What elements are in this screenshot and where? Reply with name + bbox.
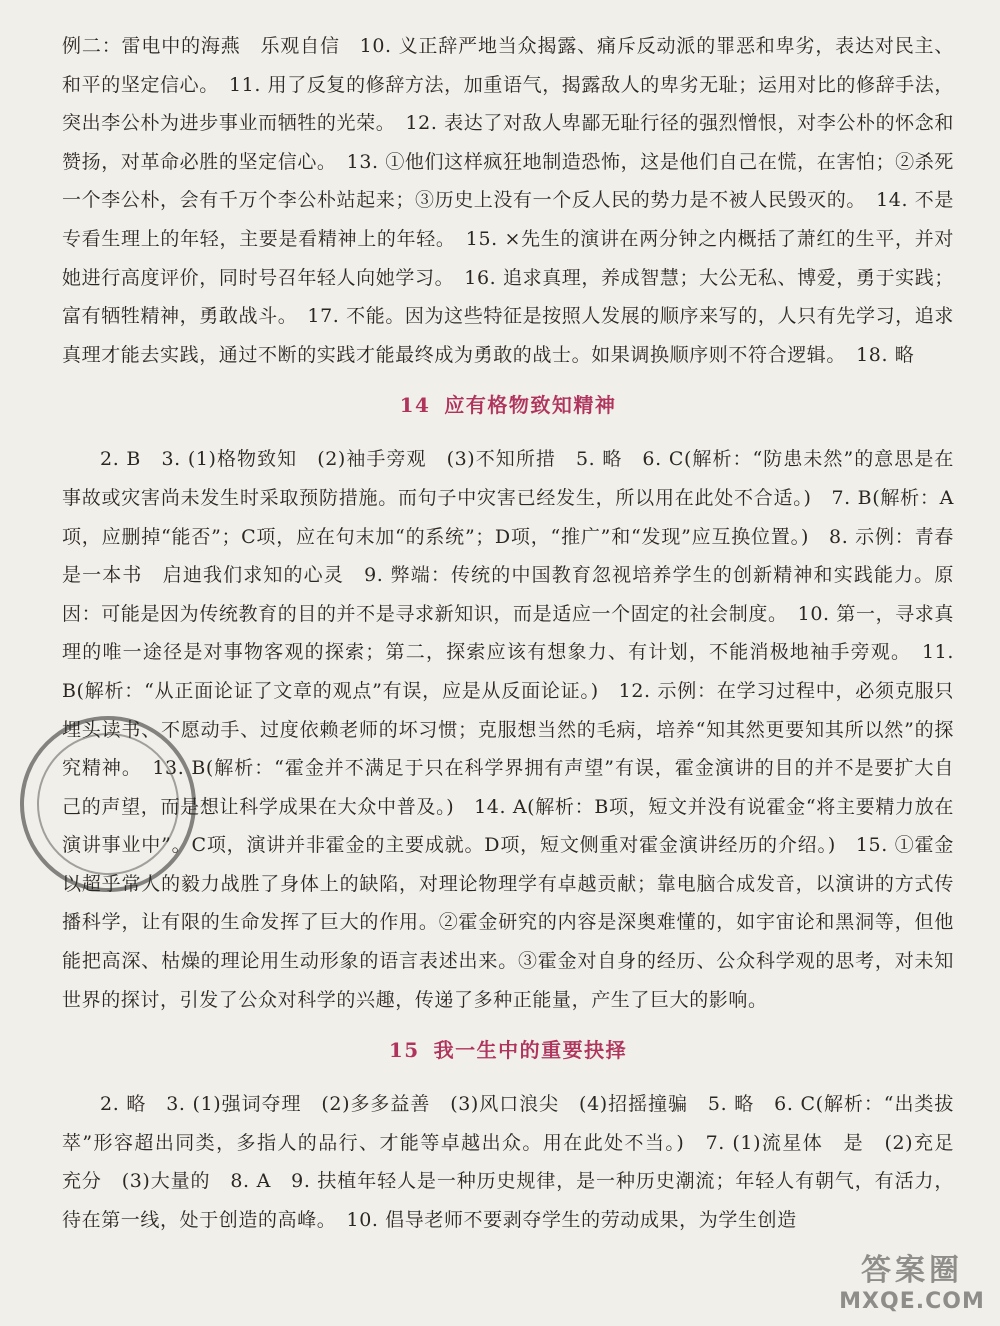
section-15-answers: 2. 略 3. (1)强词夺理 (2)多多益善 (3)风口浪尖 (4)招摇撞骗 5. 略 6. C(解析：“出类拔萃”形容超出同类，多指人的品行、才能等卓越出众。用在此处不当。) 7. (1)流星体 是 (2)充足 充分 (3)大量的 8. A 9. 扶植年轻人是一种历史规律，是一种历史潮流；年轻人有朝气，有活力，待在第一线，处于创造的高峰。 10. 倡导老师不要剥夺学生的劳动成果，为学生创造 bbox=[62, 1093, 974, 1232]
answer-page bbox=[62, 0, 974, 1240]
watermark-en: MXQE.COM bbox=[839, 1288, 985, 1314]
section-14-number: 14 bbox=[399, 393, 431, 418]
section-14-heading bbox=[62, 386, 954, 424]
section-15-title: 我一生中的重要抉择 bbox=[433, 1038, 628, 1063]
watermark-cn: 答案圈 bbox=[861, 1252, 963, 1288]
section-14-title: 应有格物致知精神 bbox=[444, 393, 617, 418]
section-15-heading bbox=[62, 1031, 954, 1069]
mxqe-watermark-logo bbox=[832, 1240, 992, 1318]
section-15-number: 15 bbox=[388, 1038, 420, 1063]
intro-paragraph: 例二：雷电中的海燕 乐观自信 10. 义正辞严地当众揭露、痛斥反动派的罪恶和卑劣，表达对民主、和平的坚定信心。 11. 用了反复的修辞方法，加重语气，揭露敌人的卑劣无耻；运用对比的修辞手法，突出李公朴为进步事业而牺牲的光荣。 12. 表达了对敌人卑鄙无耻行径的强烈憎恨，对李公朴的怀念和赞扬，对革命必胜的坚定信心。 13. ①他们这样疯狂地制造恐怖，这是他们自己在慌，在害怕；②杀死一个李公朴，会有千万个李公朴站起来；③历史上没有一个反人民的势力是不被人民毁灭的。 14. 不是专看生理上的年轻，主要是看精神上的年轻。 15. ×先生的演讲在两分钟之内概括了萧红的生平，并对她进行高度评价，同时号召年轻人向她学习。 16. 追求真理，养成智慧；大公无私、博爱，勇于实践；富有牺牲精神，勇敢战斗。 17. 不能。因为这些特征是按照人发展的顺序来写的，人只有先学习，追求真理才能去实践，通过不断的实践才能最终成为勇敢的战士。如果调换顺序则不符合逻辑。 18. 略 bbox=[62, 35, 954, 366]
section-14-answers: 2. B 3. (1)格物致知 (2)袖手旁观 (3)不知所措 5. 略 6. C(解析：“防患未然”的意思是在事故或灾害尚未发生时采取预防措施。而句子中灾害已经发生，所以用在此处不合适。) 7. B(解析：A项，应删掉“能否”；C项，应在句末加“的系统”；D项，“推广”和“发现”应互换位置。) 8. 示例：青春是一本书 启迪我们求知的心灵 9. 弊端：传统的中国教育忽视培养学生的创新精神和实践能力。原因：可能是因为传统教育的目的并不是寻求新知识，而是适应一个固定的社会制度。 10. 第一，寻求真理的唯一途径是对事物客观的探索；第二，探索应该有想象力、有计划，不能消极地袖手旁观。 11. B(解析：“从正面论证了文章的观点”有误，应是从反面论证。) 12. 示例：在学习过程中，必须克服只埋头读书、不愿动手、过度依赖老师的坏习惯；克服想当然的毛病，培养“知其然更要知其所以然”的探究精神。 13. B(解析：“霍金并不满足于只在科学界拥有声望”有误，霍金演讲的目的并不是要扩大自己的声望，而是想让科学成果在大众中普及。) 14. A(解析：B项，短文并没有说霍金“将主要精力放在演讲事业中”。C项，演讲并非霍金的主要成就。D项，短文侧重对霍金演讲经历的介绍。) 15. ①霍金以超乎常人的毅力战胜了身体上的缺陷，对理论物理学有卓越贡献；靠电脑合成发音，以演讲的方式传播科学，让有限的生命发挥了巨大的作用。②霍金研究的内容是深奥难懂的，如宇宙论和黑洞等，但他能把高深、枯燥的理论用生动形象的语言表述出来。③霍金对自身的经历、公众科学观的思考，对未知世界的探讨，引发了公众对科学的兴趣，传递了多种正能量，产生了巨大的影响。 bbox=[62, 448, 954, 1011]
